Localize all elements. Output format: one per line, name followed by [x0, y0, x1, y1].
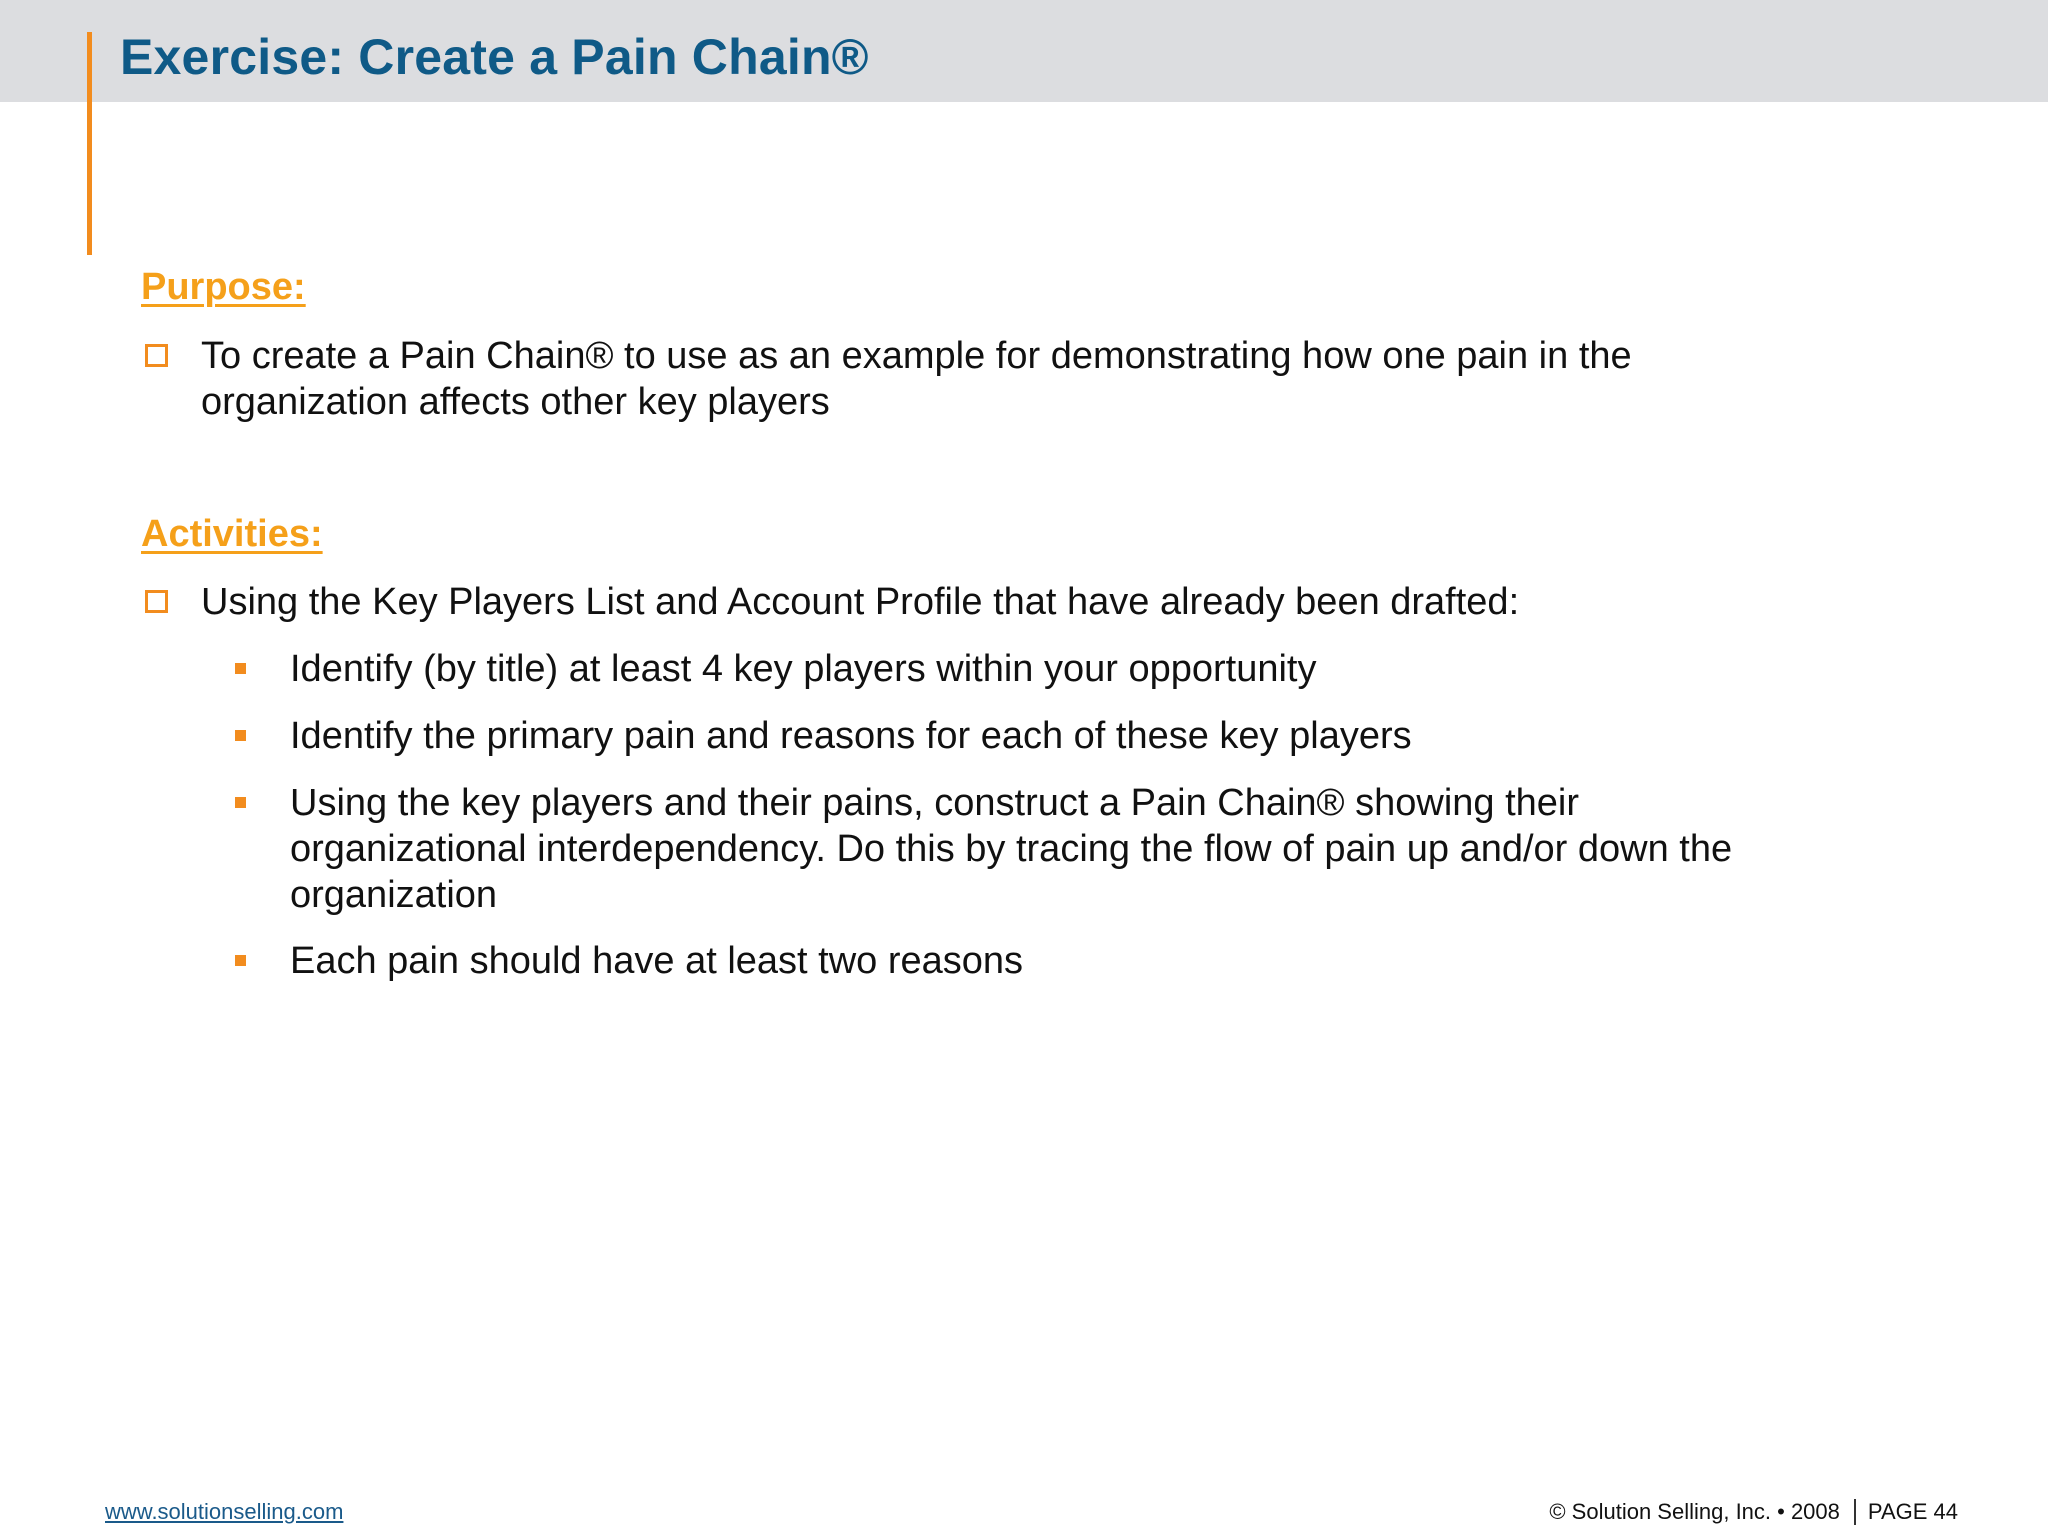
activity-subitem-text: Each pain should have at least two reasons: [290, 940, 1024, 982]
checkbox-bullet-icon: [145, 590, 168, 613]
purpose-heading: Purpose:: [141, 266, 306, 308]
square-bullet-icon: [235, 797, 246, 808]
copyright-text: © Solution Selling, Inc. • 2008: [1549, 1499, 1840, 1524]
activity-subitem-line-3: organization: [290, 874, 498, 916]
purpose-item-line-2: organization affects other key players: [201, 381, 830, 423]
activity-subitem-line-1: Using the key players and their pains, construct a Pain Chain® showing their: [290, 782, 1580, 824]
checkbox-bullet-icon: [145, 344, 168, 367]
square-bullet-icon: [235, 730, 246, 741]
activities-heading: Activities:: [141, 513, 323, 555]
footer-copyright-block: [1549, 1499, 1958, 1525]
accent-bar: [87, 32, 92, 255]
square-bullet-icon: [235, 663, 246, 674]
website-link[interactable]: www.solutionselling.com: [105, 1499, 344, 1524]
slide-title: Exercise: Create a Pain Chain®: [120, 29, 869, 85]
square-bullet-icon: [235, 955, 246, 966]
activity-subitem-text: Identify (by title) at least 4 key players within your opportunity: [290, 648, 1317, 690]
activity-subitem-text: Identify the primary pain and reasons for each of these key players: [290, 715, 1412, 757]
purpose-item-line-1: To create a Pain Chain® to use as an example for demonstrating how one pain in the: [201, 335, 1632, 377]
page-number: PAGE 44: [1867, 1499, 1958, 1524]
activities-intro: Using the Key Players List and Account Profile that have already been drafted:: [201, 581, 1520, 623]
activity-subitem-line-2: organizational interdependency. Do this by tracing the flow of pain up and/or down the: [290, 828, 1733, 870]
footer-divider: [1854, 1499, 1856, 1525]
